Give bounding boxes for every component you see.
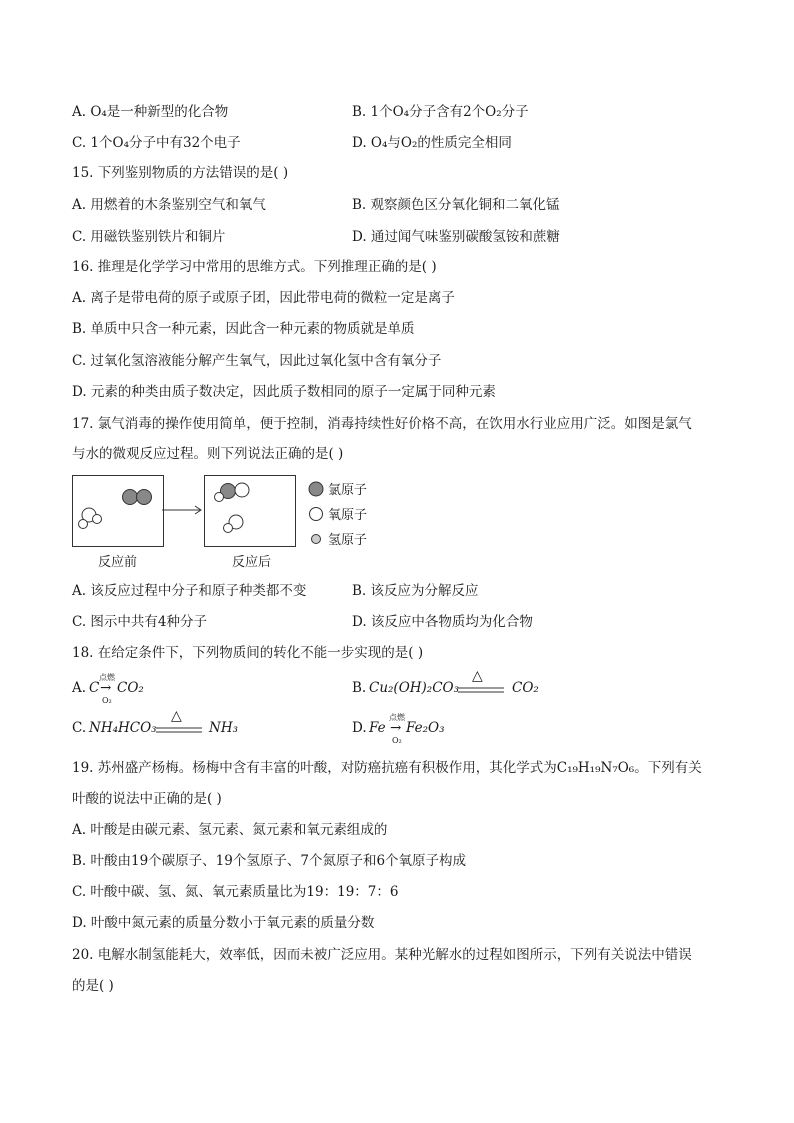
q15-option-c: C. 用磁铁鉴别铁片和铜片	[72, 229, 226, 245]
q18-d-label: D.	[352, 720, 367, 736]
before-label: 反应前	[98, 555, 138, 570]
q18-b-product: CO₂	[512, 680, 539, 696]
q18-d-reactant: Fe	[369, 720, 386, 736]
q15-options-row1	[72, 194, 732, 216]
after-molecules	[205, 476, 295, 546]
q19-option-a: A. 叶酸是由碳元素、氢元素、氮元素和氧元素组成的	[72, 822, 388, 838]
q17-option-c: C. 图示中共有4种分子	[72, 614, 208, 630]
q16-option-d: D. 元素的种类由质子数决定，因此质子数相同的原子一定属于同种元素	[72, 384, 496, 400]
arrow-right-icon: →	[390, 720, 402, 736]
q17-stem-line1: 17. 氯气消毒的操作使用简单，便于控制，消毒持续性好价格不高，在饮用水行业应用广泛。如图是氯气	[72, 416, 692, 432]
q17-option-a: A. 该反应过程中分子和原子种类都不变	[72, 583, 307, 599]
hydrogen-legend-icon	[308, 530, 328, 548]
legend-chlorine-label: 氯原子	[328, 483, 368, 498]
chlorine-legend-icon	[308, 480, 328, 498]
equals-sign-icon	[156, 726, 202, 734]
q15-option-a: A. 用燃着的木条鉴别空气和氧气	[72, 197, 266, 213]
hydrogen-atom	[93, 515, 102, 524]
heat-triangle-icon: △	[472, 668, 483, 684]
q15-stem: 15. 下列鉴别物质的方法错误的是( )	[72, 165, 289, 181]
q15-options-row2	[72, 226, 732, 248]
q18-d-condition: 点燃	[389, 713, 405, 722]
q18-b-label: B.	[352, 680, 367, 696]
hydrogen-atom	[215, 493, 224, 502]
q17-option-b: B. 该反应为分解反应	[352, 583, 479, 599]
q17-options-row2	[72, 611, 732, 633]
reaction-arrow-icon	[162, 502, 204, 518]
q19-stem-line2: 叶酸的说法中正确的是( )	[72, 791, 222, 807]
q20-stem-line2: 的是( )	[72, 978, 114, 994]
q18-d-reagent: O₂	[392, 736, 402, 745]
q14-option-b: B. 1个O₄分子含有2个O₂分子	[352, 104, 529, 120]
q18-a-reagent: O₂	[102, 696, 112, 705]
q19-stem-line1: 19. 苏州盛产杨梅。杨梅中含有丰富的叶酸，对防癌抗癌有积极作用，其化学式为C₁₉H₁₉N₇O₆。下列有关	[72, 760, 702, 776]
legend-chlorine	[308, 479, 367, 498]
q18-a-label: A.	[72, 680, 87, 696]
q14-option-d: D. O₄与O₂的性质完全相同	[352, 135, 512, 151]
hydrogen-atom	[79, 520, 88, 529]
q18-option-d	[352, 712, 552, 746]
q20-stem-line1: 20. 电解水制氢能耗大，效率低，因而未被广泛应用。某种光解水的过程如图所示，下列有关说法中错误	[72, 947, 692, 963]
chlorine-atom	[123, 490, 138, 505]
q18-a-reactant: C	[89, 680, 100, 696]
legend-oxygen-label: 氧原子	[328, 508, 368, 523]
q16-option-c: C. 过氧化氢溶液能分解产生氧气，因此过氧化氢中含有氧分子	[72, 353, 442, 369]
q19-option-b: B. 叶酸由19个碳原子、19个氢原子、7个氮原子和6个氧原子构成	[72, 853, 467, 869]
oxygen-atom	[235, 483, 249, 497]
q18-b-reactant: Cu₂(OH)₂CO₃	[369, 680, 460, 696]
q18-a-product: CO₂	[117, 680, 144, 696]
q14-option-a: A. O₄是一种新型的化合物	[72, 104, 229, 120]
q18-option-c	[72, 708, 292, 746]
q16-option-b: B. 单质中只含一种元素，因此含一种元素的物质就是单质	[72, 321, 415, 337]
equals-sign-icon	[458, 686, 504, 694]
q14-options-row1	[72, 101, 732, 123]
q14-options-row2	[72, 132, 732, 154]
chlorine-atom	[137, 490, 152, 505]
q18-option-b	[352, 668, 592, 706]
q18-stem: 18. 在给定条件下，下列物质间的转化不能一步实现的是( )	[72, 645, 424, 661]
heat-triangle-icon: △	[171, 708, 182, 724]
q19-option-c: C. 叶酸中碳、氢、氮、氧元素质量比为19：19：7：6	[72, 884, 399, 900]
q18-c-product: NH₃	[209, 720, 238, 736]
q16-stem: 16. 推理是化学学习中常用的思维方式。下列推理正确的是( )	[72, 259, 437, 275]
before-molecules	[73, 476, 163, 546]
after-box	[204, 475, 296, 547]
q16-option-a: A. 离子是带电荷的原子或原子团，因此带电荷的微粒一定是离子	[72, 290, 455, 306]
reaction-diagram	[72, 475, 392, 575]
legend-hydrogen	[308, 529, 367, 548]
q18-d-product: Fe₂O₃	[406, 720, 445, 736]
q17-stem-line2: 与水的微观反应过程。则下列说法正确的是( )	[72, 446, 344, 462]
q18-c-label: C.	[72, 720, 87, 736]
before-box	[72, 475, 164, 547]
oxygen-legend-icon	[308, 505, 328, 523]
q15-option-b: B. 观察颜色区分氧化铜和二氧化锰	[352, 197, 560, 213]
q18-option-a	[72, 672, 272, 706]
q18-a-condition: 点燃	[99, 673, 115, 682]
q17-options-row1	[72, 580, 732, 602]
legend-oxygen	[308, 504, 367, 523]
q19-option-d: D. 叶酸中氮元素的质量分数小于氧元素的质量分数	[72, 915, 375, 931]
after-label: 反应后	[232, 555, 272, 570]
q17-option-d: D. 该反应中各物质均为化合物	[352, 614, 533, 630]
q18-c-reactant: NH₄HCO₃	[89, 720, 157, 736]
legend-hydrogen-label: 氢原子	[328, 533, 368, 548]
hydrogen-atom	[224, 524, 233, 533]
q14-option-c: C. 1个O₄分子中有32个电子	[72, 135, 241, 151]
q15-option-d: D. 通过闻气味鉴别碳酸氢铵和蔗糖	[352, 229, 560, 245]
arrow-right-icon: →	[100, 680, 112, 696]
